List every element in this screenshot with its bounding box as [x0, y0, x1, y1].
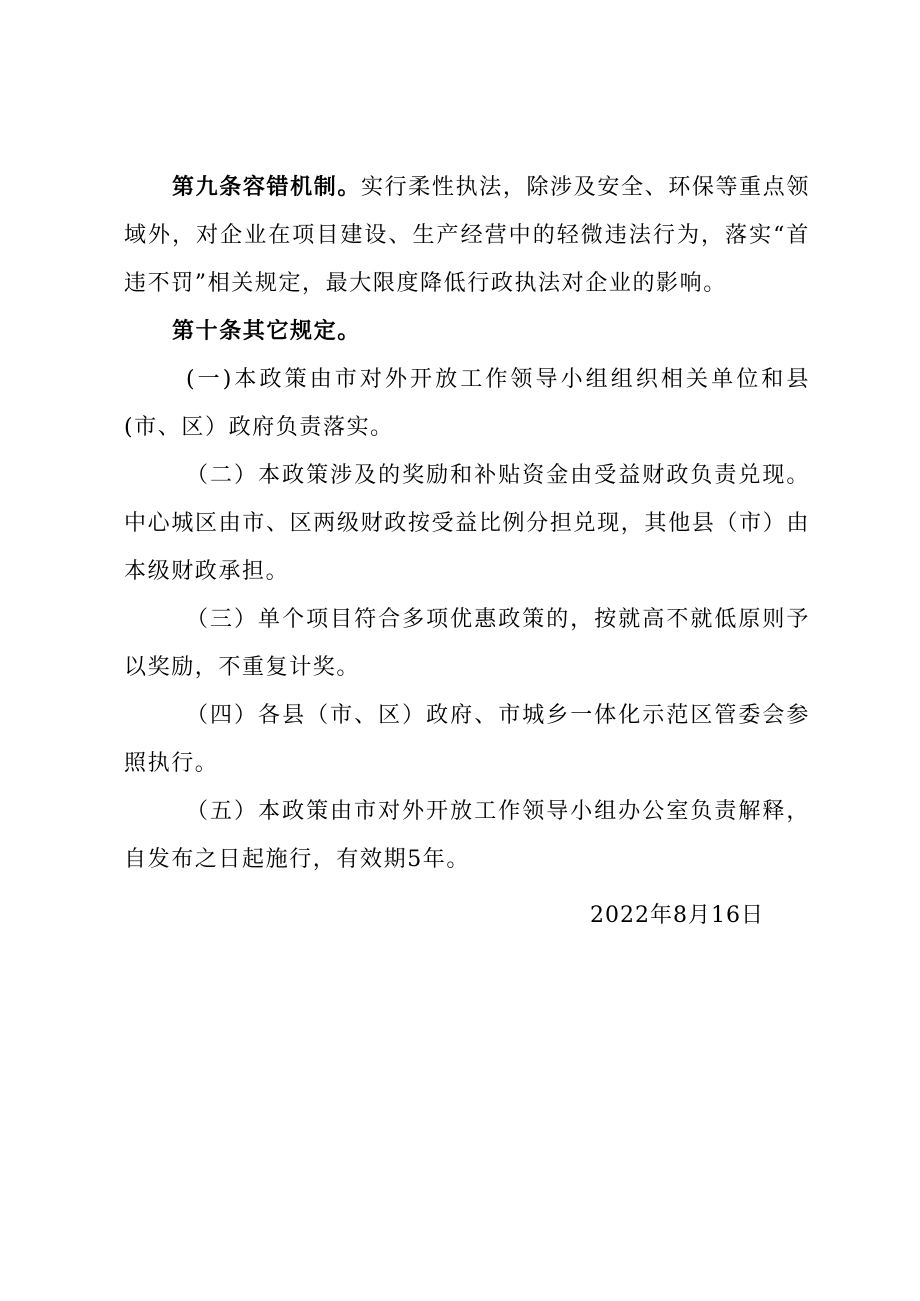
article-10-item-5: （五）本政策由市对外开放工作领导小组办公室负责解释，自发布之日起施行，有效期5年。: [124, 799, 810, 872]
article-9-heading: 第九条容错机制。: [172, 175, 362, 200]
article-9-body: 实行柔性执法，除涉及安全、环保等重点领域外，对企业在项目建设、生产经营中的轻微违法行为，落实“首违不罚”相关规定，最大限度降低行政执法对企业的影响。: [124, 175, 810, 296]
article-9-paragraph: [124, 164, 810, 308]
article-10-item-2: （二）本政策涉及的奖励和补贴资金由受益财政负责兑现。中心城区由市、区两级财政按受益比例分担兑现，其他县（市）由本级财政承担。: [124, 463, 810, 584]
article-10-item-1: (一)本政策由市对外开放工作领导小组组织相关单位和县(市、区）政府负责落实。: [124, 367, 810, 440]
article-10-heading: 第十条其它规定。: [172, 319, 361, 344]
article-10-item-3: （三）单个项目符合多项优惠政策的，按就高不就低原则予以奖励，不重复计奖。: [124, 607, 810, 680]
document-date: 2022年8月16日: [590, 903, 764, 928]
article-10-item-4: （四）各县（市、区）政府、市城乡一体化示范区管委会参照执行。: [124, 703, 810, 776]
